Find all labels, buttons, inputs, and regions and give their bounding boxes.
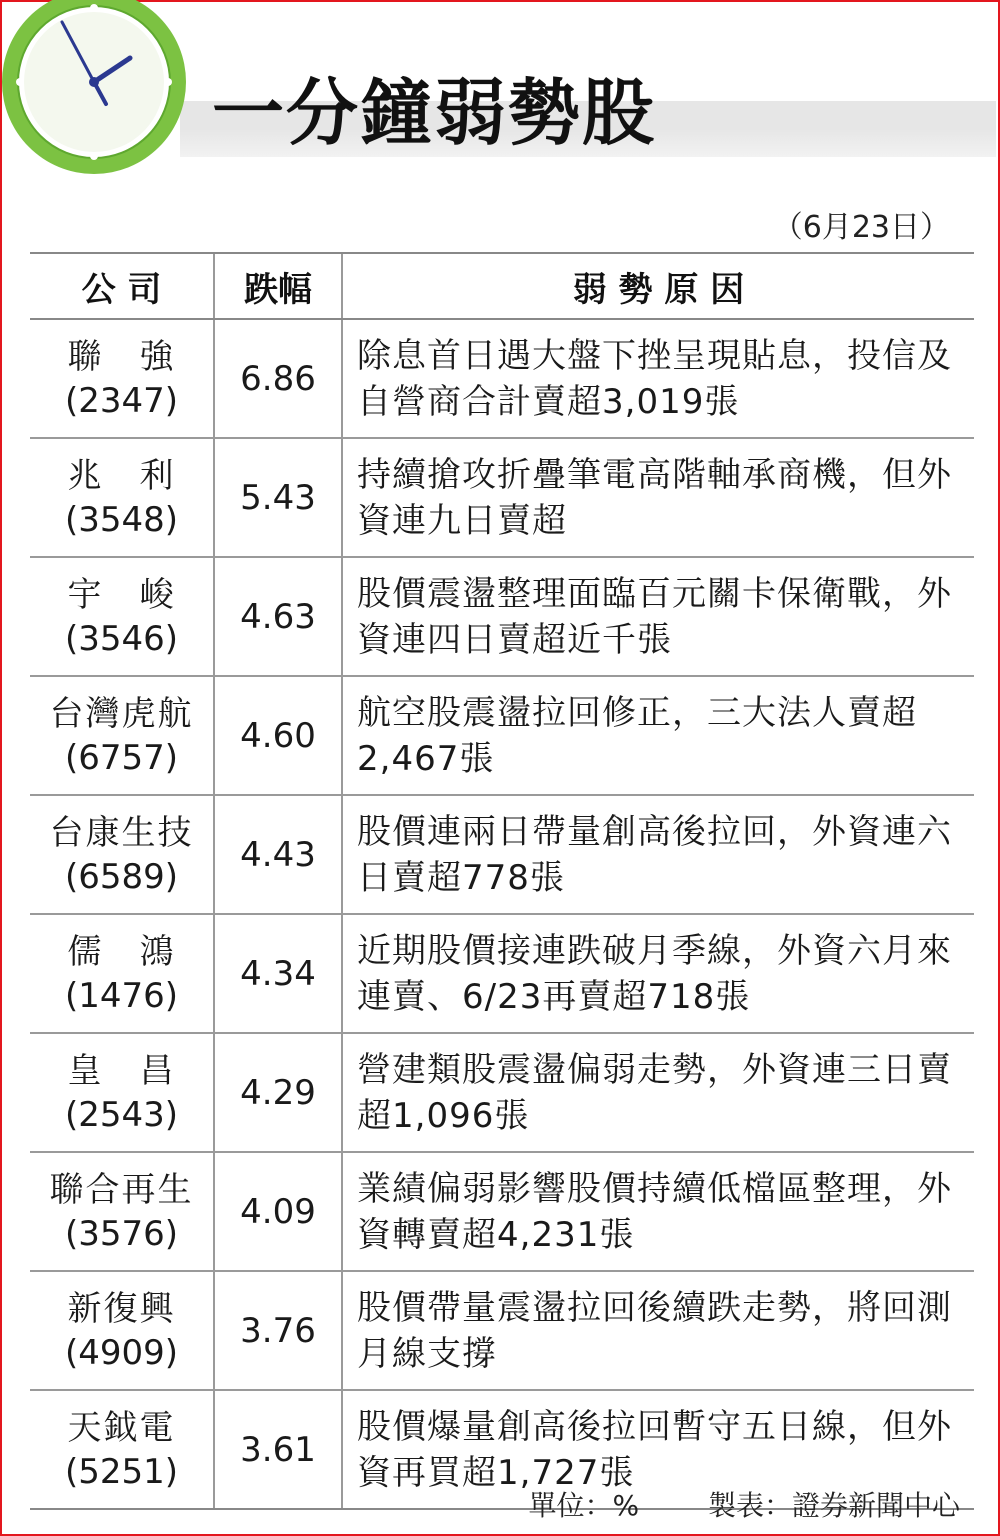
table-row: [30, 914, 974, 1033]
reason-text: 除息首日遇大盤下挫呈現貼息，投信及自營商合計賣超3,019張: [342, 319, 974, 438]
drop-percent: 3.61: [214, 1390, 342, 1509]
company-name: 儒 鴻: [67, 931, 176, 972]
company-cell: [30, 557, 214, 676]
company-code: (4909): [64, 1332, 179, 1373]
reason-text: 股價連兩日帶量創高後拉回，外資連六日賣超778張: [342, 795, 974, 914]
drop-percent: 4.29: [214, 1033, 342, 1152]
company-cell: [30, 319, 214, 438]
company-code: (2543): [64, 1094, 179, 1135]
date-label: （6月23日）: [772, 210, 950, 245]
company-cell: [30, 1152, 214, 1271]
table-row: [30, 1033, 974, 1152]
page-title: 一分鐘弱勢股: [212, 71, 657, 155]
clock-icon: [0, 0, 194, 182]
drop-percent: 3.76: [214, 1271, 342, 1390]
drop-percent: 5.43: [214, 438, 342, 557]
company-name: 兆 利: [67, 455, 176, 496]
source-credit: 製表：證券新聞中心: [707, 1489, 960, 1522]
drop-percent: 4.34: [214, 914, 342, 1033]
column-header-drop: 跌幅: [214, 253, 342, 319]
table-row: [30, 1152, 974, 1271]
table-row: [30, 557, 974, 676]
company-code: (5251): [64, 1451, 179, 1492]
footer-notes: [0, 1484, 960, 1524]
company-code: (2347): [64, 380, 179, 421]
reason-text: 業績偏弱影響股價持續低檔區整理，外資轉賣超4,231張: [342, 1152, 974, 1271]
weak-stocks-table: [30, 252, 974, 1510]
drop-percent: 4.43: [214, 795, 342, 914]
company-code: (6757): [64, 737, 179, 778]
company-cell: [30, 676, 214, 795]
company-code: (1476): [64, 975, 179, 1016]
company-name: 聯合再生: [49, 1169, 194, 1210]
company-cell: [30, 438, 214, 557]
column-header-company: 公 司: [30, 253, 214, 319]
reason-text: 股價帶量震盪拉回後續跌走勢，將回測月線支撐: [342, 1271, 974, 1390]
reason-text: 近期股價接連跌破月季線，外資六月來連賣、6/23再賣超718張: [342, 914, 974, 1033]
unit-note: 單位：%: [528, 1489, 640, 1522]
drop-percent: 4.63: [214, 557, 342, 676]
company-name: 宇 峻: [67, 574, 176, 615]
reason-text: 股價爆量創高後拉回暫守五日線，但外資再買超1,727張: [342, 1390, 974, 1509]
table-row: [30, 676, 974, 795]
company-name: 台灣虎航: [49, 693, 194, 734]
company-code: (3546): [64, 618, 179, 659]
company-name: 皇 昌: [67, 1050, 176, 1091]
table-row: [30, 319, 974, 438]
company-code: (3548): [64, 499, 179, 540]
table-header-row: [30, 253, 974, 319]
company-code: (6589): [64, 856, 179, 897]
company-name: 天鉞電: [67, 1407, 176, 1448]
drop-percent: 4.60: [214, 676, 342, 795]
table-row: [30, 1271, 974, 1390]
reason-text: 持續搶攻折疊筆電高階軸承商機，但外資連九日賣超: [342, 438, 974, 557]
company-name: 新復興: [67, 1288, 176, 1329]
company-name: 台康生技: [49, 812, 194, 853]
company-code: (3576): [64, 1213, 179, 1254]
company-cell: [30, 1033, 214, 1152]
reason-text: 股價震盪整理面臨百元關卡保衛戰，外資連四日賣超近千張: [342, 557, 974, 676]
table-row: [30, 795, 974, 914]
company-cell: [30, 1271, 214, 1390]
company-name: 聯 強: [67, 336, 176, 377]
company-cell: [30, 795, 214, 914]
company-cell: [30, 914, 214, 1033]
column-header-reason: 弱 勢 原 因: [342, 253, 974, 319]
drop-percent: 6.86: [214, 319, 342, 438]
drop-percent: 4.09: [214, 1152, 342, 1271]
reason-text: 營建類股震盪偏弱走勢，外資連三日賣超1,096張: [342, 1033, 974, 1152]
table-row: [30, 438, 974, 557]
reason-text: 航空股震盪拉回修正，三大法人賣超2,467張: [342, 676, 974, 795]
